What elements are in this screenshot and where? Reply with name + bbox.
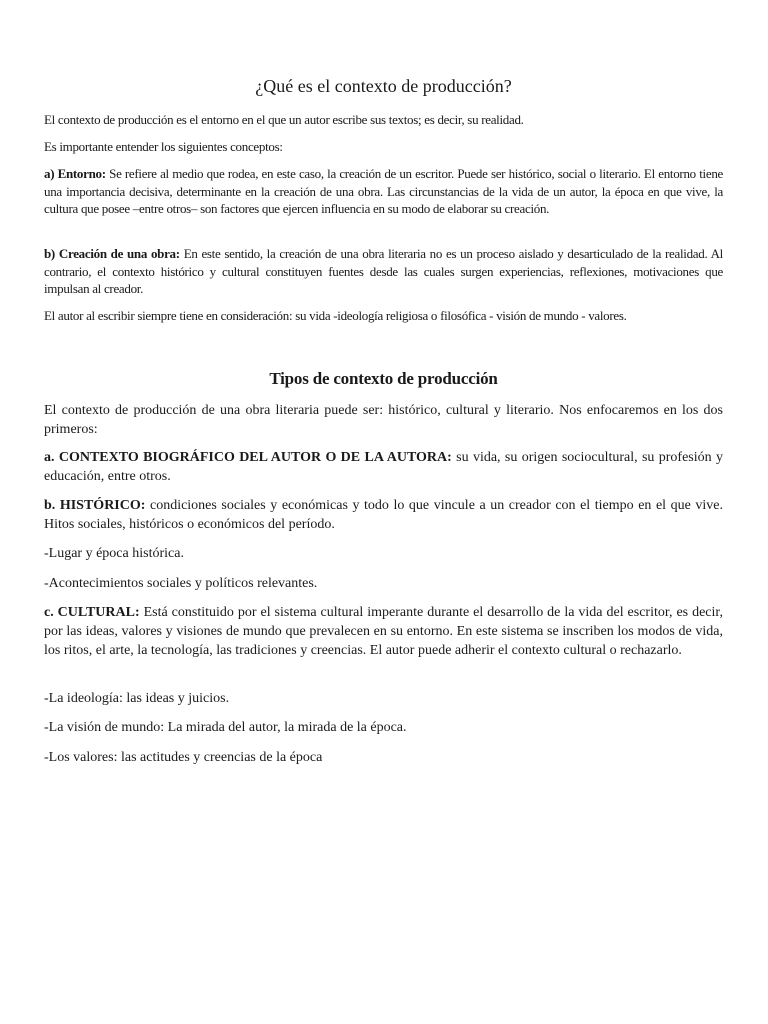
- entorno-paragraph: [44, 165, 723, 218]
- biografico-text: su vida, su origen sociocultural, su profesión y educación, entre otros.: [44, 450, 723, 484]
- creacion-paragraph: [44, 245, 723, 298]
- page-title: ¿Qué es el contexto de producción?: [255, 76, 512, 96]
- historico-text: condiciones sociales y económicas y todo lo que vincule a un creador con el tiempo en el que vive. Hitos sociales, históricos o económicos del período.: [44, 498, 724, 532]
- cultural-paragraph: [44, 603, 723, 660]
- historico-paragraph: [44, 496, 723, 534]
- historico-item-2: -Acontecimientos sociales y políticos relevantes.: [44, 576, 318, 591]
- cultural-item-1: -La ideología: las ideas y juicios.: [44, 691, 230, 706]
- entorno-label: a) Entorno:: [44, 166, 106, 181]
- creacion-text: En este sentido, la creación de una obra literaria no es un proceso aislado y desarticulado de la realidad. Al contrario, el contexto histórico y cultural constituyen fuentes desde las cuales surgen experiencias, reflexiones, motivaciones que impulsan al creador.: [44, 246, 723, 296]
- section-title: Tipos de contexto de producción: [269, 369, 498, 388]
- creacion-label: b) Creación de una obra:: [44, 246, 180, 261]
- cultural-label: c. CULTURAL:: [44, 605, 140, 620]
- tipos-intro-paragraph: El contexto de producción de una obra literaria puede ser: histórico, cultural y literario. Nos enfocaremos en los dos primeros:: [44, 403, 723, 437]
- concepts-intro-paragraph: Es importante entender los siguientes conceptos:: [44, 139, 283, 154]
- historico-item-1: -Lugar y época histórica.: [44, 546, 184, 561]
- historico-label: b. HISTÓRICO:: [44, 498, 146, 513]
- intro-paragraph: El contexto de producción es el entorno en el que un autor escribe sus textos; es decir, su realidad.: [44, 112, 524, 127]
- autor-consideracion-paragraph: El autor al escribir siempre tiene en consideración: su vida -ideología religiosa o filosófica - visión de mundo - valores.: [44, 308, 627, 323]
- entorno-text: Se refiere al medio que rodea, en este caso, la creación de un escritor. Puede ser histórico, social o literario. El entorno tiene una importancia decisiva, determinante en la creación de una obra. Las circunstancias de la vida de un autor, la época en que vive, la cultura que posee –entre otros– son factores que ejercen influencia en su modo de elaborar su creación.: [44, 166, 723, 216]
- biografico-label: a. CONTEXTO BIOGRÁFICO DEL AUTOR O DE LA AUTORA:: [44, 450, 452, 465]
- cultural-item-3: -Los valores: las actitudes y creencias de la época: [44, 750, 323, 765]
- cultural-item-2: -La visión de mundo: La mirada del autor, la mirada de la época.: [44, 720, 407, 735]
- cultural-text: Está constituido por el sistema cultural imperante durante el desarrollo de la vida del escritor, es decir, por las ideas, valores y visiones de mundo que prevalecen en su entorno. En este sistema se inscriben los modos de vida, los ritos, el arte, la tecnología, las tradiciones y creencias. El autor puede adherir el contexto cultural o rechazarlo.: [44, 605, 723, 658]
- biografico-paragraph: [44, 448, 723, 486]
